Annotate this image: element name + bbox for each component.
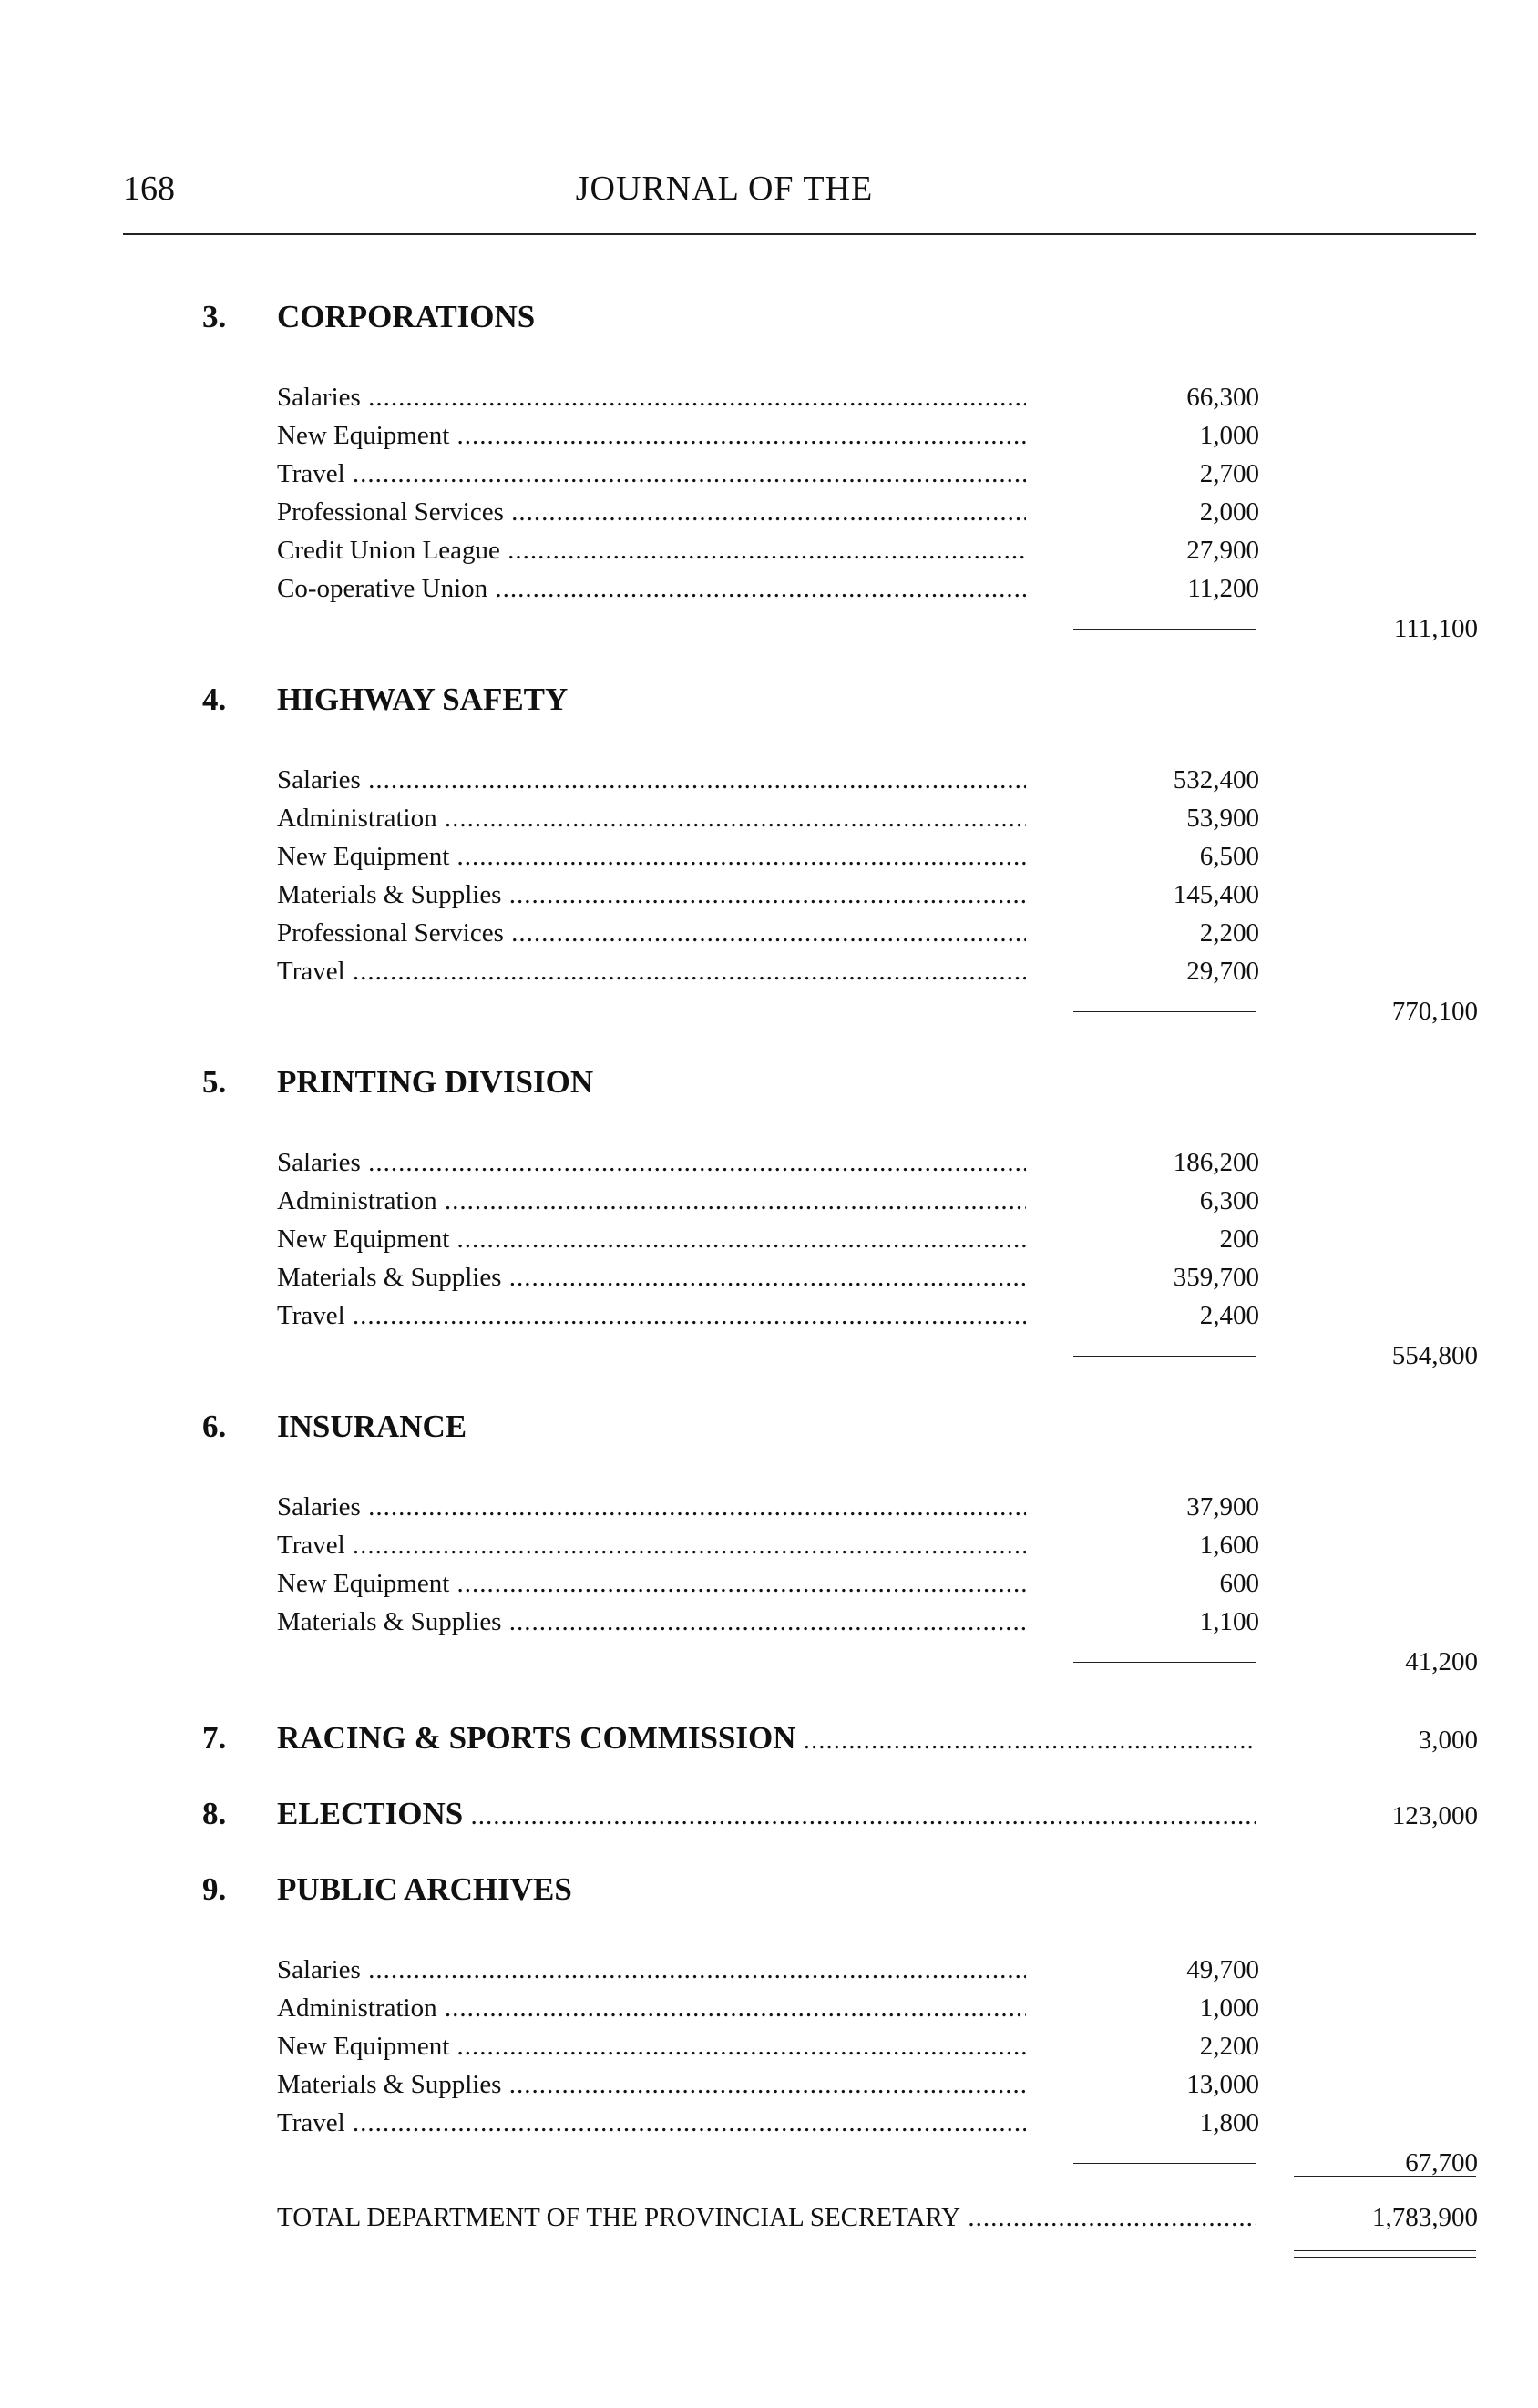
header-rule <box>123 233 1476 235</box>
line-item <box>0 1186 1538 1224</box>
section-total: 67,700 <box>1405 2148 1478 2177</box>
section-printing-division <box>0 1064 1538 1378</box>
line-item <box>0 1955 1538 1993</box>
section-title: CORPORATIONS <box>277 299 536 334</box>
section-subtotal <box>0 1645 1538 1684</box>
line-item-label: Materials & Supplies ..... <box>277 1607 1026 1637</box>
line-item <box>0 957 1538 995</box>
line-item-label: Professional Services ..... <box>277 497 1026 528</box>
budget-content <box>0 299 1538 2185</box>
grand-total-rule <box>1294 2176 1476 2177</box>
line-item-label: Administration ..... <box>277 1186 1026 1216</box>
line-item-value: 200 <box>1219 1224 1259 1254</box>
line-item-value: 13,000 <box>1186 2070 1259 2099</box>
line-item-value: 27,900 <box>1186 536 1259 565</box>
section-title: ELECTIONS ..... <box>277 1796 1256 1832</box>
line-item-value: 600 <box>1219 1569 1259 1598</box>
line-item-label: New Equipment ..... <box>277 842 1026 872</box>
section-total: 554,800 <box>1391 1341 1478 1370</box>
line-item <box>0 842 1538 880</box>
line-item <box>0 918 1538 957</box>
line-item <box>0 536 1538 574</box>
line-item-value: 1,600 <box>1199 1531 1259 1560</box>
section-highway-safety <box>0 681 1538 1033</box>
line-item-label: Materials & Supplies ..... <box>277 880 1026 910</box>
section-title: RACING & SPORTS COMMISSION ..... <box>277 1720 1256 1757</box>
line-item-label: Credit Union League ..... <box>277 536 1026 566</box>
line-item-value: 6,500 <box>1199 842 1259 871</box>
line-item-value: 1,800 <box>1199 2108 1259 2137</box>
line-item-value: 2,000 <box>1199 497 1259 527</box>
line-item <box>0 383 1538 421</box>
line-item-value: 532,400 <box>1173 765 1259 794</box>
subtotal-rule <box>1073 2163 1256 2164</box>
line-item-label: Co-operative Union ..... <box>277 574 1026 604</box>
section-elections <box>0 1796 1538 1841</box>
line-item-value: 359,700 <box>1173 1263 1259 1292</box>
line-item-value: 145,400 <box>1173 880 1259 909</box>
line-item-label: Materials & Supplies ..... <box>277 2070 1026 2100</box>
line-item-value: 49,700 <box>1186 1955 1259 1984</box>
line-item <box>0 1993 1538 2032</box>
section-corporations <box>0 299 1538 651</box>
line-item <box>0 574 1538 612</box>
section-total: 123,000 <box>1391 1801 1478 1830</box>
line-item-value: 37,900 <box>1186 1492 1259 1522</box>
line-item-value: 2,200 <box>1199 2032 1259 2061</box>
line-item <box>0 804 1538 842</box>
line-item <box>0 2070 1538 2108</box>
line-item-label: Administration ..... <box>277 1993 1026 2024</box>
line-item <box>0 459 1538 497</box>
section-title: INSURANCE <box>277 1409 467 1444</box>
section-title: HIGHWAY SAFETY <box>277 681 569 717</box>
section-total: 770,100 <box>1391 997 1478 1026</box>
line-item-label: New Equipment ..... <box>277 1224 1026 1255</box>
line-item-value: 29,700 <box>1186 957 1259 986</box>
section-racing-sports <box>0 1720 1538 1766</box>
grand-total-value: 1,783,900 <box>1372 2203 1478 2232</box>
line-item-label: Travel ..... <box>277 1301 1026 1331</box>
line-item-value: 1,000 <box>1199 421 1259 450</box>
line-item-label: Materials & Supplies ..... <box>277 1263 1026 1293</box>
section-insurance <box>0 1409 1538 1684</box>
line-item-value: 6,300 <box>1199 1186 1259 1215</box>
line-item-label: Salaries ..... <box>277 1148 1026 1178</box>
section-number: 9. <box>202 1871 227 1907</box>
line-item <box>0 1569 1538 1607</box>
line-item <box>0 1263 1538 1301</box>
section-total: 41,200 <box>1405 1647 1478 1676</box>
line-item <box>0 1148 1538 1186</box>
line-item <box>0 1301 1538 1339</box>
section-title: PRINTING DIVISION <box>277 1064 594 1100</box>
line-item-label: New Equipment ..... <box>277 2032 1026 2062</box>
line-item-value: 2,700 <box>1199 459 1259 488</box>
subtotal-rule <box>1073 629 1256 630</box>
line-item-label: Travel ..... <box>277 1531 1026 1561</box>
line-item <box>0 880 1538 918</box>
line-item-value: 2,400 <box>1199 1301 1259 1330</box>
running-head: JOURNAL OF THE <box>575 169 874 208</box>
section-title: PUBLIC ARCHIVES <box>277 1871 572 1907</box>
section-subtotal <box>0 995 1538 1033</box>
line-item-value: 66,300 <box>1186 383 1259 412</box>
line-item <box>0 2032 1538 2070</box>
line-item-value: 11,200 <box>1187 574 1259 603</box>
section-subtotal <box>0 612 1538 651</box>
line-item-label: Professional Services ..... <box>277 918 1026 948</box>
page-header <box>123 169 1471 223</box>
line-item-label: Salaries ..... <box>277 383 1026 413</box>
subtotal-rule <box>1073 1356 1256 1357</box>
grand-total-label: TOTAL DEPARTMENT OF THE PROVINCIAL SECRETARY ..... <box>277 2203 1256 2233</box>
grand-total-row <box>0 2203 1538 2243</box>
line-item-label: Travel ..... <box>277 459 1026 489</box>
line-item <box>0 1531 1538 1569</box>
line-item-label: Travel ..... <box>277 2108 1026 2138</box>
section-public-archives <box>0 1871 1538 2185</box>
line-item <box>0 497 1538 536</box>
line-item-label: Salaries ..... <box>277 765 1026 795</box>
subtotal-rule <box>1073 1011 1256 1012</box>
section-number: 3. <box>202 299 227 334</box>
section-number: 5. <box>202 1064 227 1100</box>
line-item <box>0 765 1538 804</box>
section-number: 4. <box>202 681 227 717</box>
line-item-label: Salaries ..... <box>277 1955 1026 1985</box>
grand-total-double-rule <box>1294 2250 1476 2258</box>
section-subtotal <box>0 1339 1538 1378</box>
line-item-label: New Equipment ..... <box>277 1569 1026 1599</box>
line-item <box>0 1224 1538 1263</box>
line-item <box>0 1492 1538 1531</box>
line-item-value: 53,900 <box>1186 804 1259 833</box>
line-item-value: 1,000 <box>1199 1993 1259 2023</box>
page-number: 168 <box>123 169 175 208</box>
line-item-label: Salaries ..... <box>277 1492 1026 1522</box>
section-total: 3,000 <box>1418 1726 1478 1755</box>
section-total: 111,100 <box>1393 614 1478 643</box>
line-item-label: Travel ..... <box>277 957 1026 987</box>
line-item <box>0 2108 1538 2147</box>
line-item-value: 2,200 <box>1199 918 1259 948</box>
section-subtotal <box>0 2147 1538 2185</box>
line-item <box>0 1607 1538 1645</box>
line-item-value: 186,200 <box>1173 1148 1259 1177</box>
line-item-label: Administration ..... <box>277 804 1026 834</box>
line-item-value: 1,100 <box>1199 1607 1259 1636</box>
section-number: 7. <box>202 1720 227 1756</box>
subtotal-rule <box>1073 1662 1256 1663</box>
section-number: 6. <box>202 1409 227 1444</box>
line-item <box>0 421 1538 459</box>
section-number: 8. <box>202 1796 227 1831</box>
line-item-label: New Equipment ..... <box>277 421 1026 451</box>
